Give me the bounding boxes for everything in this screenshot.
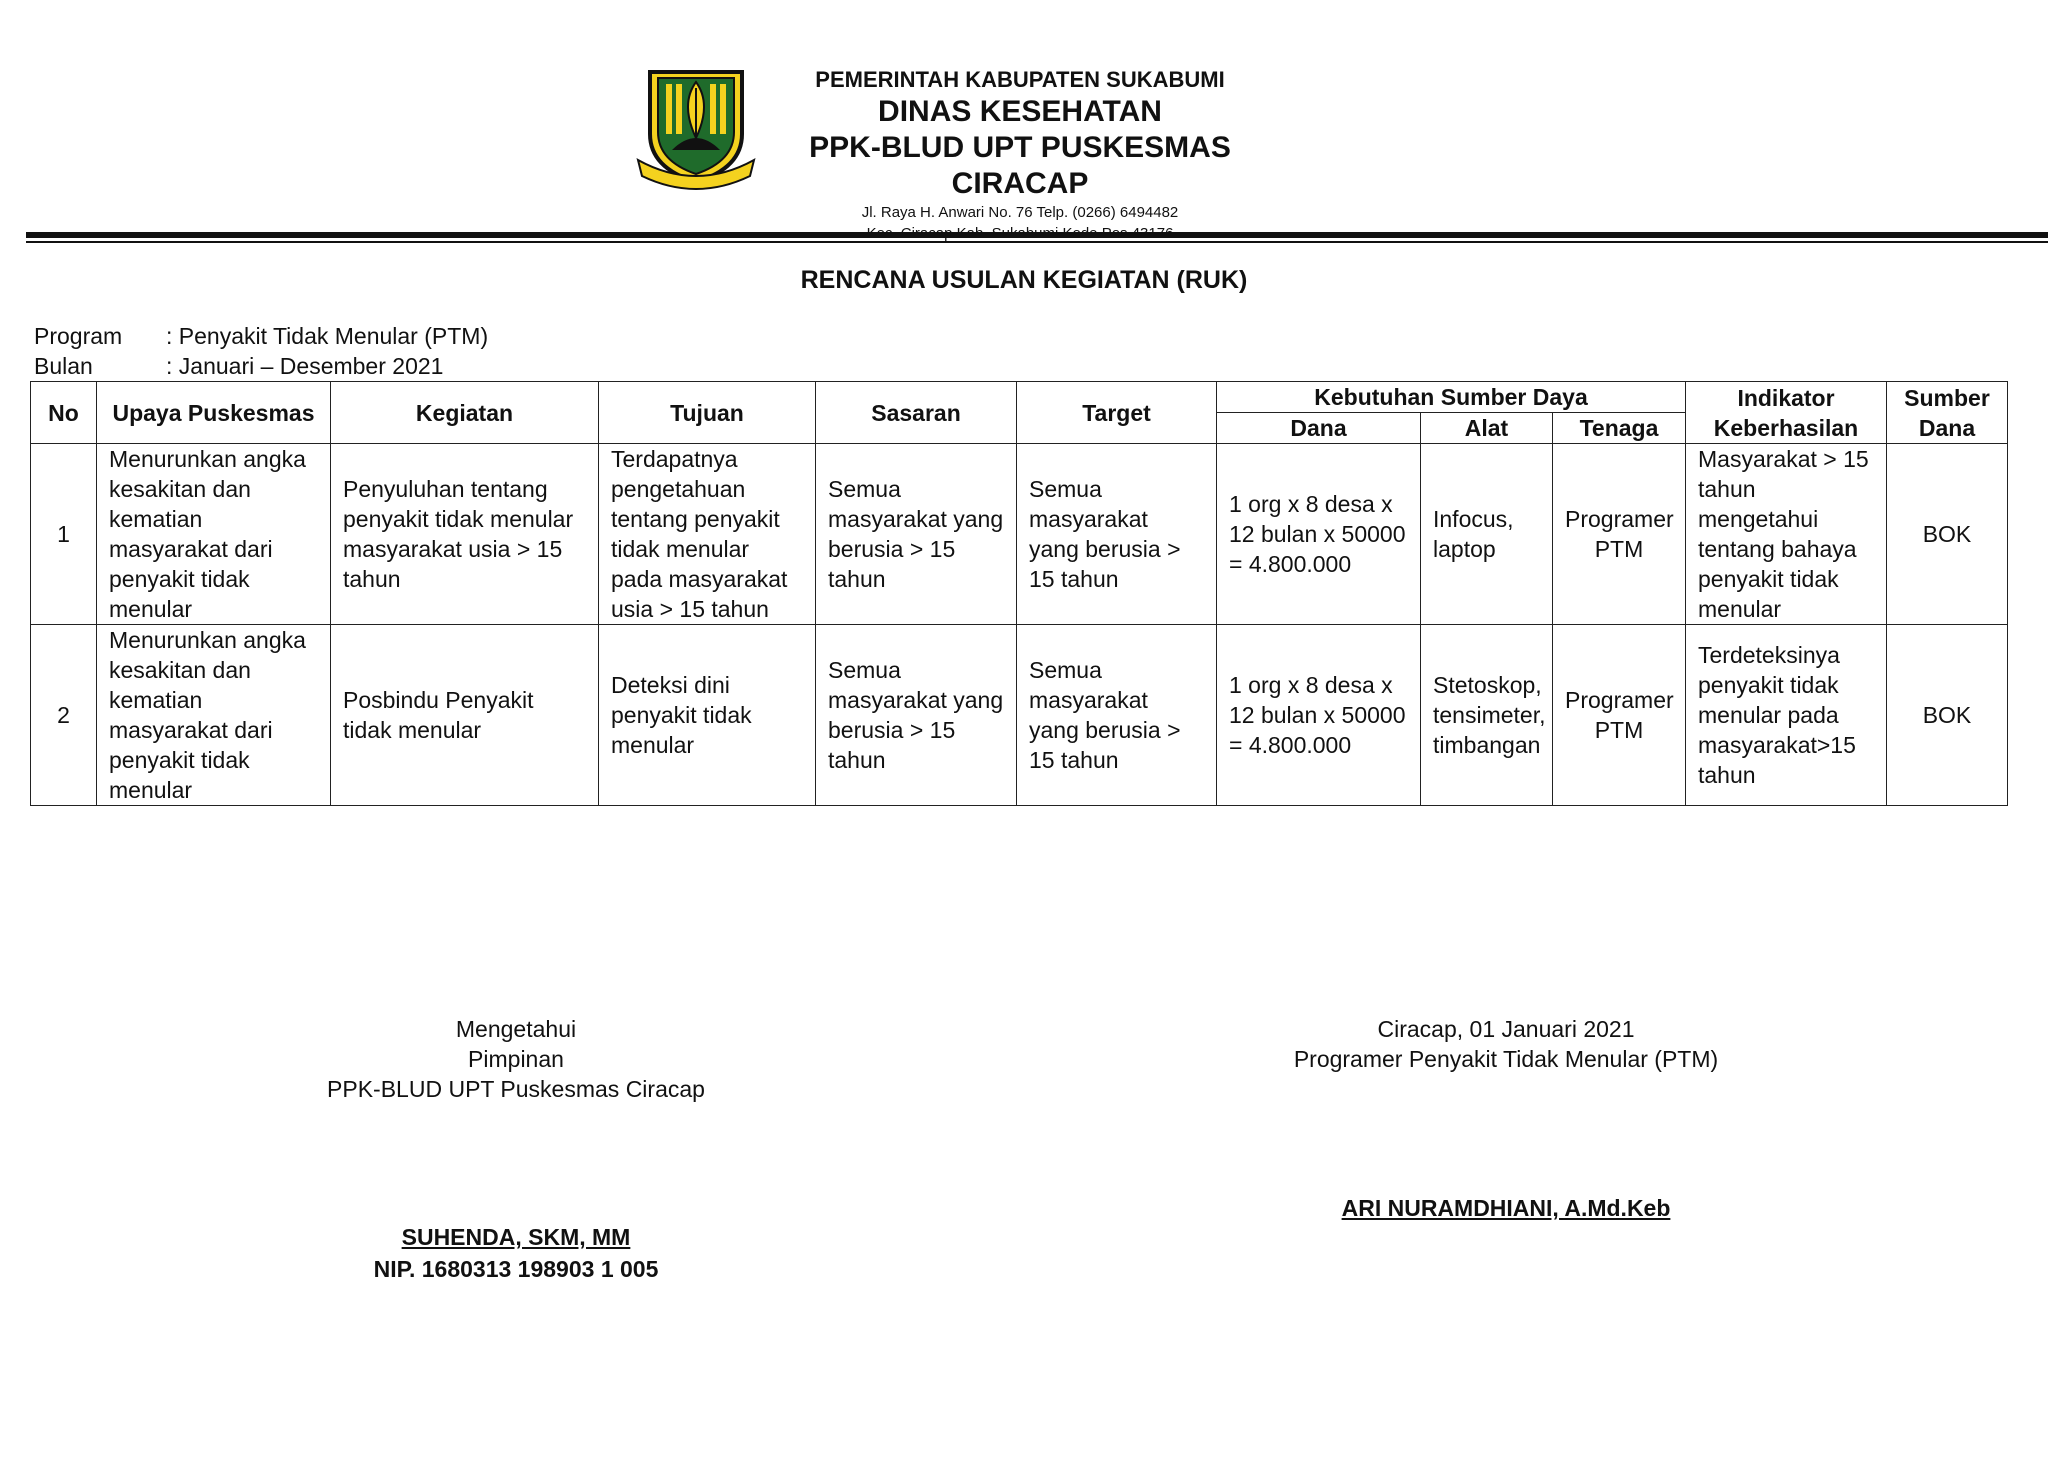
cell-sasaran: Semua masyarakat yang berusia > 15 tahun xyxy=(816,625,1017,806)
cell-alat: Infocus, laptop xyxy=(1421,444,1553,625)
header-dana: Dana xyxy=(1217,413,1421,444)
header-alat: Alat xyxy=(1421,413,1553,444)
meta-bulan xyxy=(34,352,443,381)
cell-indikator: Masyarakat > 15 tahun mengetahui tentang bahaya penyakit tidak menular xyxy=(1686,444,1887,625)
cell-dana: 1 org x 8 desa x 12 bulan x 50000 = 4.800.000 xyxy=(1217,444,1421,625)
header-target: Target xyxy=(1017,382,1217,444)
cell-tujuan: Terdapatnya pengetahuan tentang penyakit tidak menular pada masyarakat usia > 15 tahun xyxy=(599,444,816,625)
cell-kegiatan: Penyuluhan tentang penyakit tidak menular masyarakat usia > 15 tahun xyxy=(331,444,599,625)
document-title: RENCANA USULAN KEGIATAN (RUK) xyxy=(800,266,1248,294)
header-sumber-dana: Sumber Dana xyxy=(1887,382,2008,444)
sig-left-name: SUHENDA, SKM, MM xyxy=(401,1224,631,1250)
cell-tenaga: Programer PTM xyxy=(1553,444,1686,625)
address-line-1: Jl. Raya H. Anwari No. 76 Telp. (0266) 6494482 xyxy=(861,204,1179,221)
cell-no: 1 xyxy=(31,444,97,625)
cell-upaya: Menurunkan angka kesakitan dan kematian masyarakat dari penyakit tidak menular xyxy=(97,625,331,806)
header-upaya: Upaya Puskesmas xyxy=(97,382,331,444)
header-tujuan: Tujuan xyxy=(599,382,816,444)
header-no: No xyxy=(31,382,97,444)
cell-kegiatan: Posbindu Penyakit tidak menular xyxy=(331,625,599,806)
sukabumi-coat-of-arms-icon xyxy=(636,64,756,194)
bulan-value: : Januari – Desember 2021 xyxy=(166,353,444,379)
header-kebutuhan: Kebutuhan Sumber Daya xyxy=(1217,382,1686,413)
cell-target: Semua masyarakat yang berusia > 15 tahun xyxy=(1017,625,1217,806)
sig-right-name: ARI NURAMDHIANI, A.Md.Keb xyxy=(1341,1195,1671,1221)
cell-indikator: Terdeteksinya penyakit tidak menular pada masyarakat>15 tahun xyxy=(1686,625,1887,806)
signature-left-block xyxy=(216,1014,816,1104)
letterhead-divider-thin xyxy=(26,241,2048,243)
letterhead-divider-thick xyxy=(26,232,2048,238)
header-kegiatan: Kegiatan xyxy=(331,382,599,444)
sig-left-nip: NIP. 1680313 198903 1 005 xyxy=(373,1256,659,1282)
signature-right-block xyxy=(1206,1014,1806,1074)
sig-left-line2: Pimpinan xyxy=(468,1046,564,1072)
bulan-label: Bulan xyxy=(34,353,93,379)
letterhead xyxy=(760,66,1280,244)
cell-tenaga: Programer PTM xyxy=(1553,625,1686,806)
table-row xyxy=(31,444,2008,625)
table-row xyxy=(31,625,2008,806)
program-value: : Penyakit Tidak Menular (PTM) xyxy=(166,323,489,349)
cell-target: Semua masyarakat yang berusia > 15 tahun xyxy=(1017,444,1217,625)
header-indikator: Indikator Keberhasilan xyxy=(1686,382,1887,444)
meta-program xyxy=(34,322,488,351)
cell-dana: 1 org x 8 desa x 12 bulan x 50000 = 4.800.000 xyxy=(1217,625,1421,806)
sig-left-line3: PPK-BLUD UPT Puskesmas Ciracap xyxy=(327,1076,705,1102)
cell-alat: Stetoskop, tensimeter, timbangan xyxy=(1421,625,1553,806)
sig-right-place-date: Ciracap, 01 Januari 2021 xyxy=(1377,1016,1635,1042)
table-header-row xyxy=(31,382,2008,413)
cell-sasaran: Semua masyarakat yang berusia > 15 tahun xyxy=(816,444,1017,625)
ruk-table xyxy=(30,381,2008,806)
sig-right-position: Programer Penyakit Tidak Menular (PTM) xyxy=(1293,1046,1719,1072)
header-tenaga: Tenaga xyxy=(1553,413,1686,444)
header-sasaran: Sasaran xyxy=(816,382,1017,444)
department-name: DINAS KESEHATAN xyxy=(878,95,1162,128)
cell-no: 2 xyxy=(31,625,97,806)
program-label: Program xyxy=(34,323,123,349)
institution-name: PPK-BLUD UPT PUSKESMAS CIRACAP xyxy=(809,131,1231,200)
sig-left-line1: Mengetahui xyxy=(455,1016,577,1042)
cell-upaya: Menurunkan angka kesakitan dan kematian masyarakat dari penyakit tidak menular xyxy=(97,444,331,625)
cell-sumber-dana: BOK xyxy=(1887,625,2008,806)
cell-sumber-dana: BOK xyxy=(1887,444,2008,625)
cell-tujuan: Deteksi dini penyakit tidak menular xyxy=(599,625,816,806)
government-name: PEMERINTAH KABUPATEN SUKABUMI xyxy=(815,67,1225,92)
